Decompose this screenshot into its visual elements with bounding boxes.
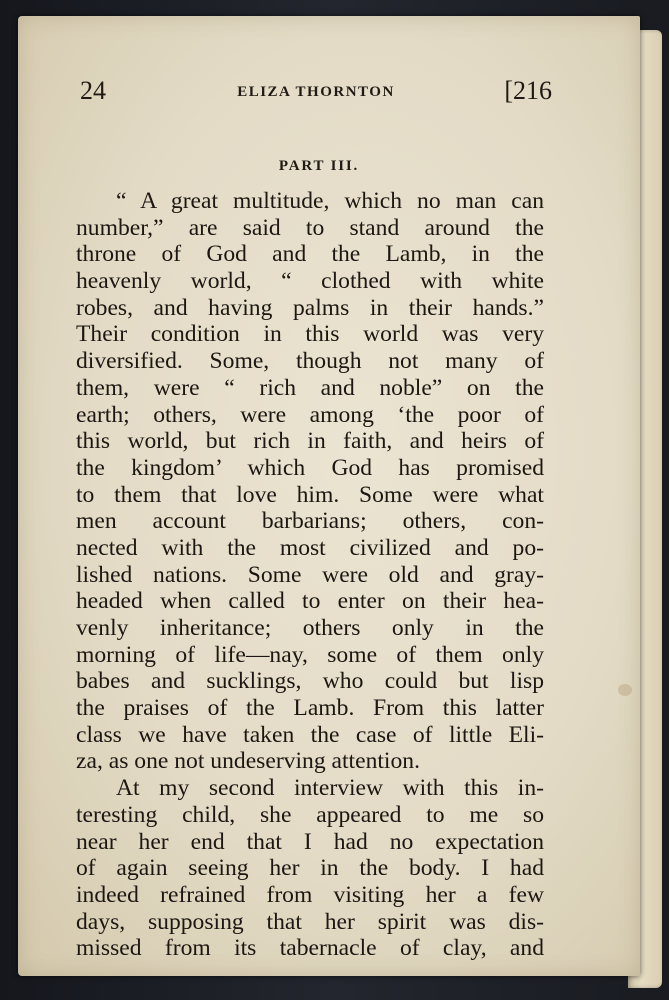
page-header [80, 74, 552, 114]
part-heading: PART III. [278, 158, 360, 174]
text-line: near her end that I had no expectation [76, 828, 544, 855]
text-line: babes and sucklings, who could but lisp [76, 668, 544, 695]
text-line: morning of life—nay, some of them only [76, 641, 544, 668]
text-line: class we have taken the case of little Eli- [76, 721, 544, 748]
text-line: earth; others, were among ‘the poor of [76, 401, 544, 428]
text-line: the praises of the Lamb. From this latter [76, 695, 544, 722]
text-line: “ A great multitude, which no man can [116, 188, 544, 214]
text-line: heavenly world, “ clothed with white [76, 268, 544, 295]
text-line: headed when called to enter on their hea- [76, 588, 544, 615]
running-title: ELIZA THORNTON [237, 84, 395, 100]
text-line: za, as one not undeserving attention. [76, 748, 420, 775]
text-line: venly inheritance; others only in the [76, 615, 544, 641]
text-line: of again seeing her in the body. I had [76, 855, 544, 882]
text-line: them, were “ rich and noble” on the [76, 374, 544, 401]
text-line: robes, and having palms in their hands.” [76, 294, 544, 321]
page-number: 24 [80, 76, 106, 105]
text-line: teresting child, she appeared to me so [76, 801, 544, 828]
section-number: [216 [504, 76, 552, 105]
body-text [76, 188, 544, 962]
text-line: indeed refrained from visiting her a few [76, 881, 544, 908]
text-line: Their condition in this world was very [76, 321, 544, 348]
text-line: throne of God and the Lamb, in the [76, 241, 544, 268]
text-line: diversified. Some, though not many of [76, 348, 544, 375]
text-line: At my second interview with this in- [116, 775, 544, 802]
text-line: the kingdom’ which God has promised [76, 454, 544, 481]
text-line: this world, but rich in faith, and heirs of [76, 428, 544, 455]
text-line: lished nations. Some were old and gray- [76, 561, 544, 588]
foxing-spot [618, 684, 632, 696]
text-line: number,” are said to stand around the [76, 214, 544, 241]
book-page [18, 16, 640, 976]
text-line: men account barbarians; others, con- [76, 508, 544, 535]
text-line: nected with the most civilized and po- [76, 534, 544, 561]
text-line: missed from its tabernacle of clay, and [76, 935, 544, 962]
text-line: days, supposing that her spirit was dis- [76, 908, 544, 935]
text-line: to them that love him. Some were what [76, 481, 544, 508]
